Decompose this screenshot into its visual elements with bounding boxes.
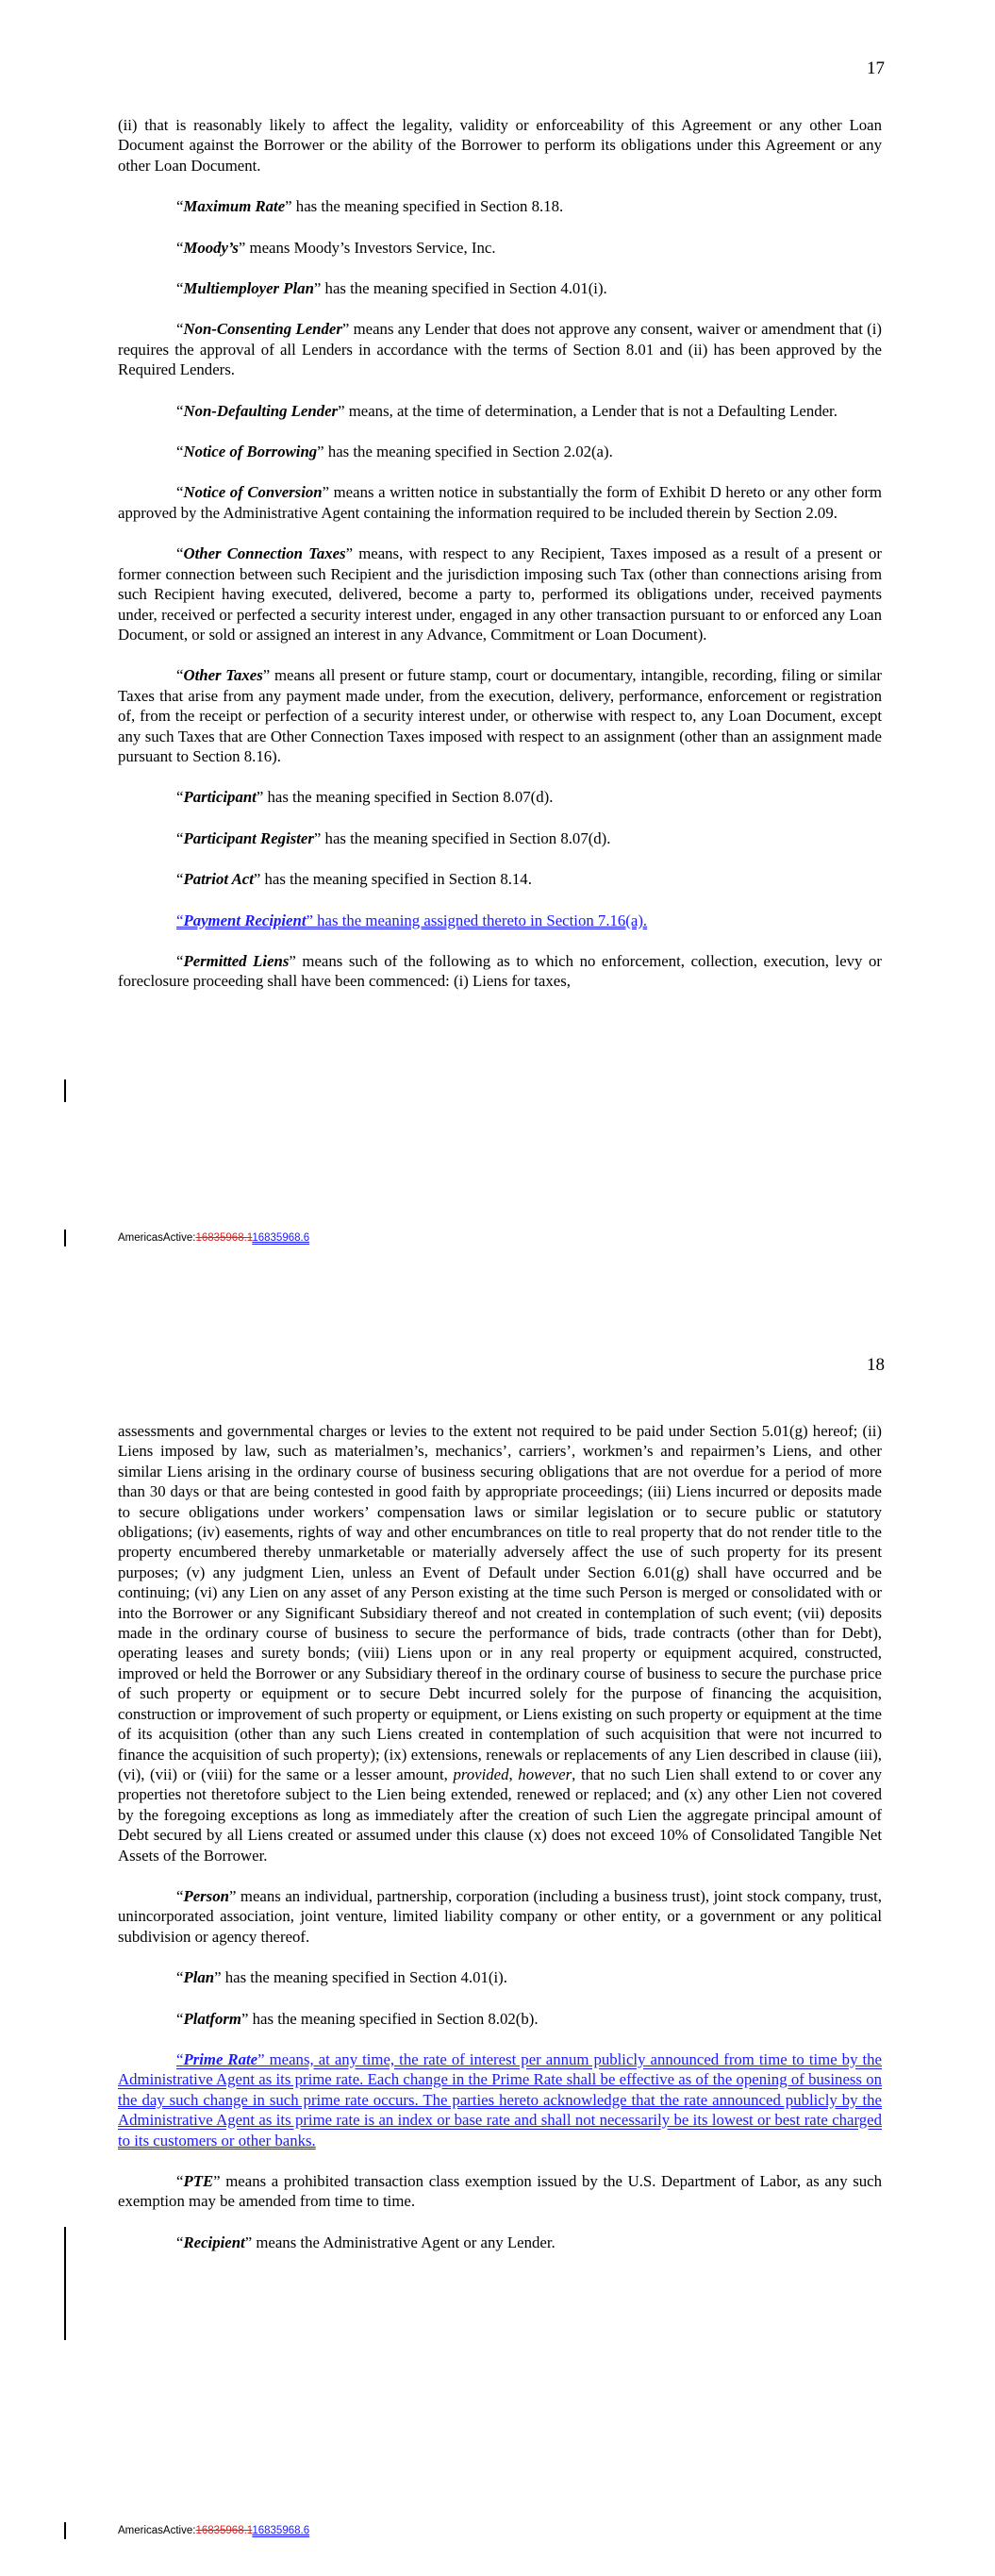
- definition-notice-of-borrowing: [118, 442, 882, 461]
- definition-text: means such of the following as to which no enforcement, collection, execution, levy or foreclosure proceeding shall have been commenced: (i) Liens for taxes,: [118, 951, 883, 991]
- defined-term: Multiemployer Plan: [183, 279, 314, 298]
- close-quote: ”: [213, 2172, 221, 2190]
- document-footer: [118, 2525, 309, 2536]
- open-quote: “: [176, 279, 184, 298]
- definition-text: means a prohibited transaction class exemption issued by the U.S. Department of Labor, as any such exemption may be amended from time to time.: [118, 2172, 882, 2211]
- definition-text: has the meaning specified in Section 8.18.: [291, 197, 564, 216]
- open-quote: “: [176, 238, 184, 257]
- definition-text: means a written notice in substantially the form of Exhibit D hereto or any other form approved by the Administrative Agent containing the information required to be included therein by Section 2.09.: [118, 483, 882, 522]
- change-bar: [64, 1079, 66, 1102]
- definition-patriot-act: [118, 869, 882, 889]
- definition-plan: [118, 1967, 882, 1987]
- defined-term: PTE: [183, 2172, 214, 2190]
- definition-other-connection-taxes: [118, 544, 882, 644]
- page-body: [118, 1421, 882, 2273]
- footer-prefix: AmericasActive:: [118, 2525, 196, 2536]
- definition-text: means, at the time of determination, a Lender that is not a Defaulting Lender.: [344, 401, 837, 420]
- change-bar: [64, 1229, 66, 1246]
- footer-inserted-id: 16835968.6: [252, 1232, 310, 1244]
- page-body: [118, 115, 882, 1012]
- definition-text: means all present or future stamp, court or documentary, intangible, recording, filing or similar Taxes that arise from any payment made under, from the execution, delivery, performance, enforcement or registration of, from the receipt or perfection of a security interest under, or otherwise with respect to, any Loan Document, except any such Taxes that are Other Connection Taxes imposed with respect to an assignment (other than an assignment made pursuant to Section 8.16).: [118, 666, 882, 765]
- open-quote: “: [176, 911, 184, 929]
- liens-text-part-1: assessments and governmental charges or levies to the extent not required to be paid under Section 5.01(g) hereof; (ii) Liens imposed by law, such as materialmen’s, mechanics’, carriers’, workmen’s and repairmen’s Liens, and other similar Liens arising in the ordinary course of business securing obligations that are not overdue for a period of more than 30 days or that are being contested in good faith by appropriate proceedings; (iii) Liens incurred or deposits made to secure obligations under workers’ compensation laws or similar legislation or to secure public or statutory obligations; (iv) easements, rights of way and other encumbrances on title to real property that do not render title to the property encumbered thereby unmarketable or materially adversely affect the use of such property for its present purposes; (v) any judgment Lien, unless an Event of Default under Section 6.01(g) shall have occurred and be continuing; (vi) any Lien on any asset of any Person existing at the time such Person is merged or consolidated with or into the Borrower or any Significant Subsidiary thereof and not created in contemplation of such event; (vii) deposits made in the ordinary course of business to secure the performance of bids, trade contracts (other than for Debt), operating leases and surety bonds; (viii) Liens upon or in any real property or equipment acquired, constructed, improved or held the Borrower or any Subsidiary thereof in the ordinary course of business to secure the purchase price of such property or equipment or to secure Debt incurred solely for the purpose of financing the acquisition, construction or improvement of such property or equipment, or Liens existing on such property or equipment at the time of its acquisition (other than any such Liens created in contemplation of such acquisition that were not incurred to finance the acquisition of such property); (ix) extensions, renewals or replacements of any Lien described in clause (iii), (vi), (vii) or (viii) for the same or a lesser amount,: [118, 1422, 882, 1783]
- definition-platform: [118, 2009, 882, 2029]
- close-quote: ”: [244, 2233, 253, 2251]
- however-text: however: [518, 1765, 572, 1783]
- definition-text: has the meaning specified in Section 8.07(d).: [321, 828, 611, 847]
- page-number: 18: [867, 1355, 885, 1375]
- open-quote: “: [176, 401, 184, 420]
- open-quote: “: [176, 1968, 184, 1987]
- definition-text: means Moody’s Investors Service, Inc.: [245, 238, 496, 257]
- defined-term: Other Connection Taxes: [183, 544, 346, 563]
- defined-term: Permitted Liens: [183, 951, 290, 970]
- defined-term: Person: [183, 1886, 229, 1905]
- defined-term: Recipient: [183, 2233, 245, 2251]
- definition-non-consenting-lender: [118, 319, 882, 379]
- defined-term: Notice of Borrowing: [183, 443, 318, 461]
- close-quote: ”: [313, 828, 322, 847]
- defined-term: Non-Consenting Lender: [183, 320, 342, 339]
- liens-text-part-2: , that no such Lien shall extend to or cover any properties not theretofore subject to the Lien being extended, renewed or replaced; and (x) any other Lien not covered by the foregoing exceptions as long as immediately after the creation of such Lien the aggregate principal amount of Debt secured by all Liens created or assumed under this clause (x) does not exceed 10% of Consolidated Tangible Net Assets of the Borrower.: [118, 1765, 883, 1865]
- definition-text: has the meaning specified in Section 4.01(i).: [321, 279, 607, 298]
- open-quote: “: [176, 2009, 184, 2028]
- definition-text: means any Lender that does not approve any consent, waiver or amendment that (i) requires the approval of all Lenders in accordance with the terms of Section 8.01 and (ii) has been approved by the Required Lenders.: [118, 320, 882, 379]
- comma-text: ,: [508, 1765, 519, 1783]
- definition-text: has the meaning specified in Section 2.02(a).: [323, 443, 613, 461]
- close-quote: ”: [338, 401, 345, 420]
- definition-permitted-liens: [118, 951, 882, 992]
- definition-text: has the meaning specified in Section 4.01(i).: [221, 1968, 507, 1987]
- defined-term: Moody’s: [183, 238, 239, 257]
- definition-maximum-rate: [118, 196, 882, 216]
- paragraph-permitted-liens-continuation: [118, 1421, 882, 1865]
- definition-text: has the meaning specified in Section 8.02(b).: [248, 2009, 539, 2028]
- close-quote: ”: [341, 320, 350, 339]
- definition-other-taxes: [118, 665, 882, 766]
- definition-participant-register: [118, 828, 882, 848]
- definition-multiemployer-plan: [118, 278, 882, 298]
- open-quote: “: [176, 197, 184, 216]
- footer-deleted-id: 16835968.1: [195, 2525, 253, 2536]
- defined-term: Other Taxes: [183, 666, 263, 685]
- definition-participant: [118, 787, 882, 807]
- definition-recipient: [118, 2233, 882, 2252]
- defined-term: Notice of Conversion: [183, 483, 323, 502]
- defined-term: Payment Recipient: [183, 911, 307, 929]
- definition-text: means, with respect to any Recipient, Taxes imposed as a result of a present or former connection between such Recipient and the jurisdiction imposing such Tax (other than connections arising from such Recipient having executed, delivered, become a party to, performed its obligations under, received payments under, received or perfected a security interest under, engaged in any other transaction pursuant to or enforced any Loan Document, or sold or assigned an interest in any Advance, Commitment or Loan Document).: [118, 544, 882, 644]
- open-quote: “: [176, 951, 184, 970]
- close-quote: ”: [285, 197, 292, 216]
- close-quote: ”: [317, 443, 324, 461]
- open-quote: “: [176, 870, 184, 889]
- definition-person: [118, 1886, 882, 1947]
- change-bar: [64, 2227, 66, 2340]
- close-quote: ”: [289, 951, 296, 970]
- defined-term: Participant Register: [183, 828, 314, 847]
- definition-non-defaulting-lender: [118, 401, 882, 421]
- close-quote: ”: [322, 483, 330, 502]
- close-quote: ”: [306, 911, 313, 929]
- close-quote: ”: [228, 1886, 237, 1905]
- close-quote: ”: [313, 279, 322, 298]
- defined-term: Prime Rate: [183, 2049, 258, 2068]
- defined-term: Platform: [183, 2009, 241, 2028]
- definition-text: means the Administrative Agent or any Lender.: [252, 2233, 556, 2251]
- defined-term: Patriot Act: [183, 870, 254, 889]
- defined-term: Participant: [183, 788, 257, 807]
- definition-moodys: [118, 238, 882, 258]
- definition-pte: [118, 2171, 882, 2212]
- defined-term: Non-Defaulting Lender: [183, 401, 339, 420]
- open-quote: “: [176, 2233, 184, 2251]
- open-quote: “: [176, 320, 184, 339]
- open-quote: “: [176, 1886, 184, 1905]
- definition-text: has the meaning assigned thereto in Section 7.16(a).: [312, 911, 648, 929]
- open-quote: “: [176, 483, 184, 502]
- definition-notice-of-conversion: [118, 482, 882, 523]
- page-number: 17: [867, 59, 885, 78]
- definition-text: means an individual, partnership, corporation (including a business trust), joint stock company, trust, unincorporated association, joint venture, limited liability company or other entity, or a government or any political subdivision or agency thereof.: [118, 1886, 882, 1946]
- defined-term: Plan: [183, 1968, 215, 1987]
- definition-text: has the meaning specified in Section 8.14.: [260, 870, 532, 889]
- footer-prefix: AmericasActive:: [118, 1232, 196, 1244]
- close-quote: ”: [257, 2049, 265, 2068]
- close-quote: ”: [345, 544, 354, 563]
- close-quote: ”: [240, 2009, 249, 2028]
- definition-text: has the meaning specified in Section 8.07(d).: [263, 788, 554, 807]
- open-quote: “: [176, 544, 184, 563]
- open-quote: “: [176, 828, 184, 847]
- definition-text: means, at any time, the rate of interest per annum publicly announced from time to time by the Administrative Agent as its prime rate. Each change in the Prime Rate shall be effective as of the opening of business on the day such change in such prime rate occurs. The parties hereto acknowledge that the rate announced publicly by the Administrative Agent as its prime rate is an index or base rate and shall not necessarily be its lowest or best rate charged to its customers or other banks.: [118, 2049, 882, 2149]
- close-quote: ”: [253, 870, 261, 889]
- definition-prime-rate-inserted: [118, 2049, 882, 2150]
- open-quote: “: [176, 2172, 184, 2190]
- paragraph-continuation: (ii) that is reasonably likely to affect the legality, validity or enforceability of this Agreement or any other Loan Document against the Borrower or the ability of the Borrower to perform its obligations under this Agreement or any other Loan Document.: [118, 116, 882, 175]
- open-quote: “: [176, 788, 184, 807]
- close-quote: ”: [256, 788, 264, 807]
- footer-inserted-id: 16835968.6: [252, 2525, 310, 2536]
- page-18: [0, 1321, 995, 2576]
- provided-text: provided: [453, 1765, 509, 1783]
- close-quote: ”: [214, 1968, 222, 1987]
- open-quote: “: [176, 666, 184, 685]
- definition-payment-recipient-inserted: [118, 911, 882, 930]
- close-quote: ”: [238, 238, 246, 257]
- close-quote: ”: [262, 666, 271, 685]
- open-quote: “: [176, 443, 184, 461]
- document-footer: [118, 1232, 309, 1244]
- defined-term: Maximum Rate: [183, 197, 286, 216]
- footer-deleted-id: 16835968.1: [195, 1232, 253, 1244]
- change-bar: [64, 2522, 66, 2539]
- open-quote: “: [176, 2049, 184, 2068]
